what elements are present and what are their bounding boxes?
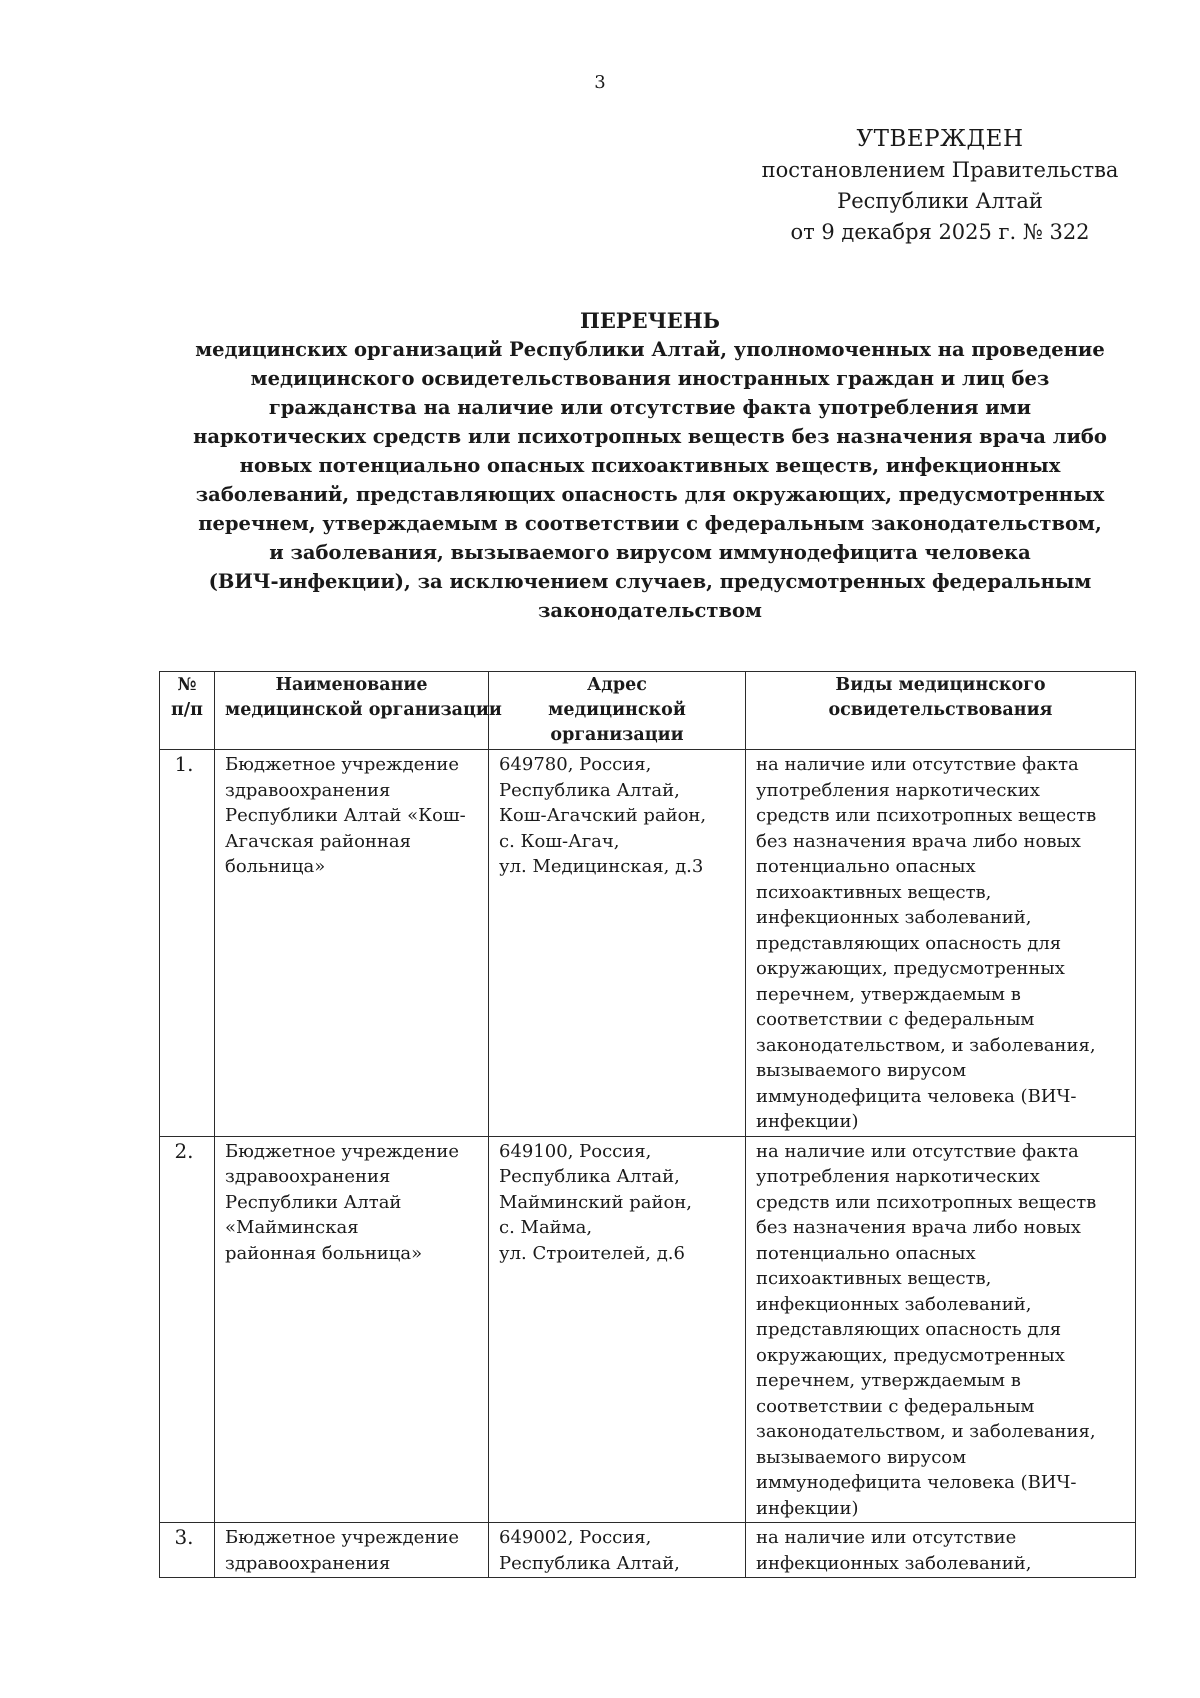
table-row: [160, 750, 1136, 1137]
approval-line-2: Республики Алтай: [837, 189, 1043, 213]
exam-types-cell-line: иммунодефицита человека (ВИЧ-: [756, 1472, 1077, 1493]
title-line: медицинских организаций Республики Алтай, уполномоченных на проведение: [195, 338, 1105, 361]
exam-types-cell-line: вызываемого вирусом: [756, 1446, 967, 1468]
org-address-cell-line: ул. Медицинская, д.3: [499, 856, 704, 877]
header-line: Наименование: [275, 675, 428, 695]
exam-types-cell-line: потенциально опасных: [756, 1242, 976, 1264]
exam-types-cell-line: инфекции): [756, 1111, 859, 1132]
exam-types-cell-line: иммунодефицита человека (ВИЧ-: [756, 1085, 1077, 1107]
organizations-table: [159, 671, 1136, 1578]
exam-types-cell-line: употребления наркотических: [756, 1166, 1040, 1187]
row-number: 3.: [160, 1523, 215, 1578]
row-number: 2.: [160, 1136, 215, 1523]
org-name-cell-line: районная больница»: [225, 1242, 423, 1264]
exam-types-cell-line: средств или психотропных веществ: [756, 1191, 1097, 1213]
org-address-cell: [489, 1136, 746, 1523]
exam-types-cell-line: инфекционных заболеваний,: [756, 1293, 1032, 1315]
title-line: и заболевания, вызываемого вирусом иммунодефицита человека: [269, 541, 1031, 564]
approval-line-3: от 9 декабря 2025 г. № 322: [790, 220, 1090, 244]
title-line: гражданства на наличие или отсутствие факта употребления ими: [268, 396, 1032, 419]
exam-types-cell: [746, 1523, 1136, 1578]
exam-types-cell-line: инфекции): [756, 1497, 859, 1519]
title-line: медицинского освидетельствования иностранных граждан и лиц без: [250, 367, 1050, 390]
table-row: [160, 1136, 1136, 1523]
exam-types-cell-line: законодательством, и заболевания,: [756, 1421, 1096, 1442]
exam-types-cell-line: на наличие или отсутствие факта: [756, 754, 1079, 775]
header-line: освидетельствования: [828, 700, 1053, 720]
exam-types-cell-line: на наличие или отсутствие факта: [756, 1140, 1079, 1162]
header-address: [489, 672, 746, 750]
header-line: медицинской организации: [225, 700, 502, 720]
org-name-cell-line: Бюджетное учреждение: [225, 1527, 459, 1548]
exam-types-cell: [746, 1136, 1136, 1523]
org-name-cell: [215, 1136, 489, 1523]
title-line: законодательством: [537, 599, 762, 622]
exam-types-cell-line: окружающих, предусмотренных: [756, 958, 1065, 979]
table-row: [160, 1523, 1136, 1578]
exam-types-cell-line: вызываемого вирусом: [756, 1060, 967, 1081]
title-line: новых потенциально опасных психоактивных веществ, инфекционных: [239, 454, 1061, 477]
exam-types-cell-line: перечнем, утверждаемым в: [756, 1370, 1021, 1391]
org-address-cell-line: с. Кош-Агач,: [499, 830, 620, 852]
org-address-cell-line: 649002, Россия,: [499, 1527, 652, 1548]
org-name-cell-line: здравоохранения: [225, 1166, 391, 1187]
header-line: п/п: [170, 700, 203, 720]
org-address-cell-line: 649780, Россия,: [499, 754, 652, 775]
header-num: [160, 672, 215, 750]
approval-line-1: постановлением Правительства: [761, 158, 1119, 182]
exam-types-cell-line: инфекционных заболеваний,: [756, 907, 1032, 928]
org-name-cell-line: Республики Алтай «Кош-: [225, 805, 466, 826]
exam-types-cell-line: потенциально опасных: [756, 856, 976, 877]
exam-types-cell: [746, 750, 1136, 1137]
header-line: медицинской: [548, 700, 686, 720]
exam-types-cell-line: соответствии с федеральным: [756, 1395, 1035, 1417]
org-name-cell: [215, 750, 489, 1137]
exam-types-cell-line: на наличие или отсутствие: [756, 1527, 1017, 1548]
exam-types-cell-line: психоактивных веществ,: [756, 881, 992, 903]
org-address-cell-line: Республика Алтай,: [499, 1552, 680, 1574]
org-name-cell: [215, 1523, 489, 1578]
header-types: [746, 672, 1136, 750]
title-heading: ПЕРЕЧЕНЬ: [580, 308, 720, 333]
header-line: №: [177, 675, 197, 695]
approval-status: УТВЕРЖДЕН: [856, 126, 1024, 152]
org-name-cell-line: Бюджетное учреждение: [225, 754, 459, 775]
org-name-cell-line: больница»: [225, 856, 326, 877]
org-address-cell-line: ул. Строителей, д.6: [499, 1242, 685, 1264]
exam-types-cell-line: средств или психотропных веществ: [756, 805, 1097, 826]
title-line: заболеваний, представляющих опасность для окружающих, предусмотренных: [195, 483, 1105, 506]
approval-block: [720, 124, 1160, 248]
org-name-cell-line: Бюджетное учреждение: [225, 1140, 459, 1162]
exam-types-cell-line: без назначения врача либо новых: [756, 1217, 1081, 1238]
title-subtitle: [180, 335, 1120, 625]
exam-types-cell-line: без назначения врача либо новых: [756, 830, 1081, 852]
org-name-cell-line: здравоохранения: [225, 779, 391, 801]
table-header-row: [160, 672, 1136, 750]
org-address-cell-line: Кош-Агачский район,: [499, 805, 707, 826]
row-number: 1.: [160, 750, 215, 1137]
exam-types-cell-line: употребления наркотических: [756, 779, 1040, 801]
exam-types-cell-line: соответствии с федеральным: [756, 1009, 1035, 1030]
exam-types-cell-line: инфекционных заболеваний,: [756, 1552, 1032, 1574]
org-name-cell-line: «Майминская: [225, 1217, 359, 1238]
exam-types-cell-line: окружающих, предусмотренных: [756, 1344, 1065, 1366]
exam-types-cell-line: представляющих опасность для: [756, 1319, 1062, 1340]
title-line: (ВИЧ-инфекции), за исключением случаев, предусмотренных федеральным: [208, 570, 1092, 593]
exam-types-cell-line: перечнем, утверждаемым в: [756, 983, 1021, 1005]
org-address-cell-line: Республика Алтай,: [499, 779, 680, 801]
exam-types-cell-line: психоактивных веществ,: [756, 1268, 992, 1289]
org-address-cell-line: 649100, Россия,: [499, 1140, 652, 1162]
header-line: организации: [550, 725, 684, 745]
org-address-cell-line: с. Майма,: [499, 1217, 593, 1238]
org-address-cell-line: Республика Алтай,: [499, 1166, 680, 1187]
org-address-cell: [489, 1523, 746, 1578]
header-line: Адрес: [587, 675, 647, 695]
org-name-cell-line: Республики Алтай: [225, 1191, 402, 1213]
title-line: перечнем, утверждаемым в соответствии с федеральным законодательством,: [198, 512, 1102, 535]
document-title: [180, 306, 1120, 625]
org-name-cell-line: здравоохранения: [225, 1552, 391, 1574]
org-address-cell-line: Майминский район,: [499, 1191, 693, 1213]
header-line: Виды медицинского: [835, 675, 1046, 695]
org-name-cell-line: Агачская районная: [225, 830, 412, 852]
exam-types-cell-line: представляющих опасность для: [756, 932, 1062, 954]
header-name: [215, 672, 502, 750]
title-line: наркотических средств или психотропных веществ без назначения врача либо: [193, 425, 1107, 448]
org-address-cell: [489, 750, 746, 1137]
exam-types-cell-line: законодательством, и заболевания,: [756, 1034, 1096, 1056]
page-number: 3: [594, 72, 606, 93]
